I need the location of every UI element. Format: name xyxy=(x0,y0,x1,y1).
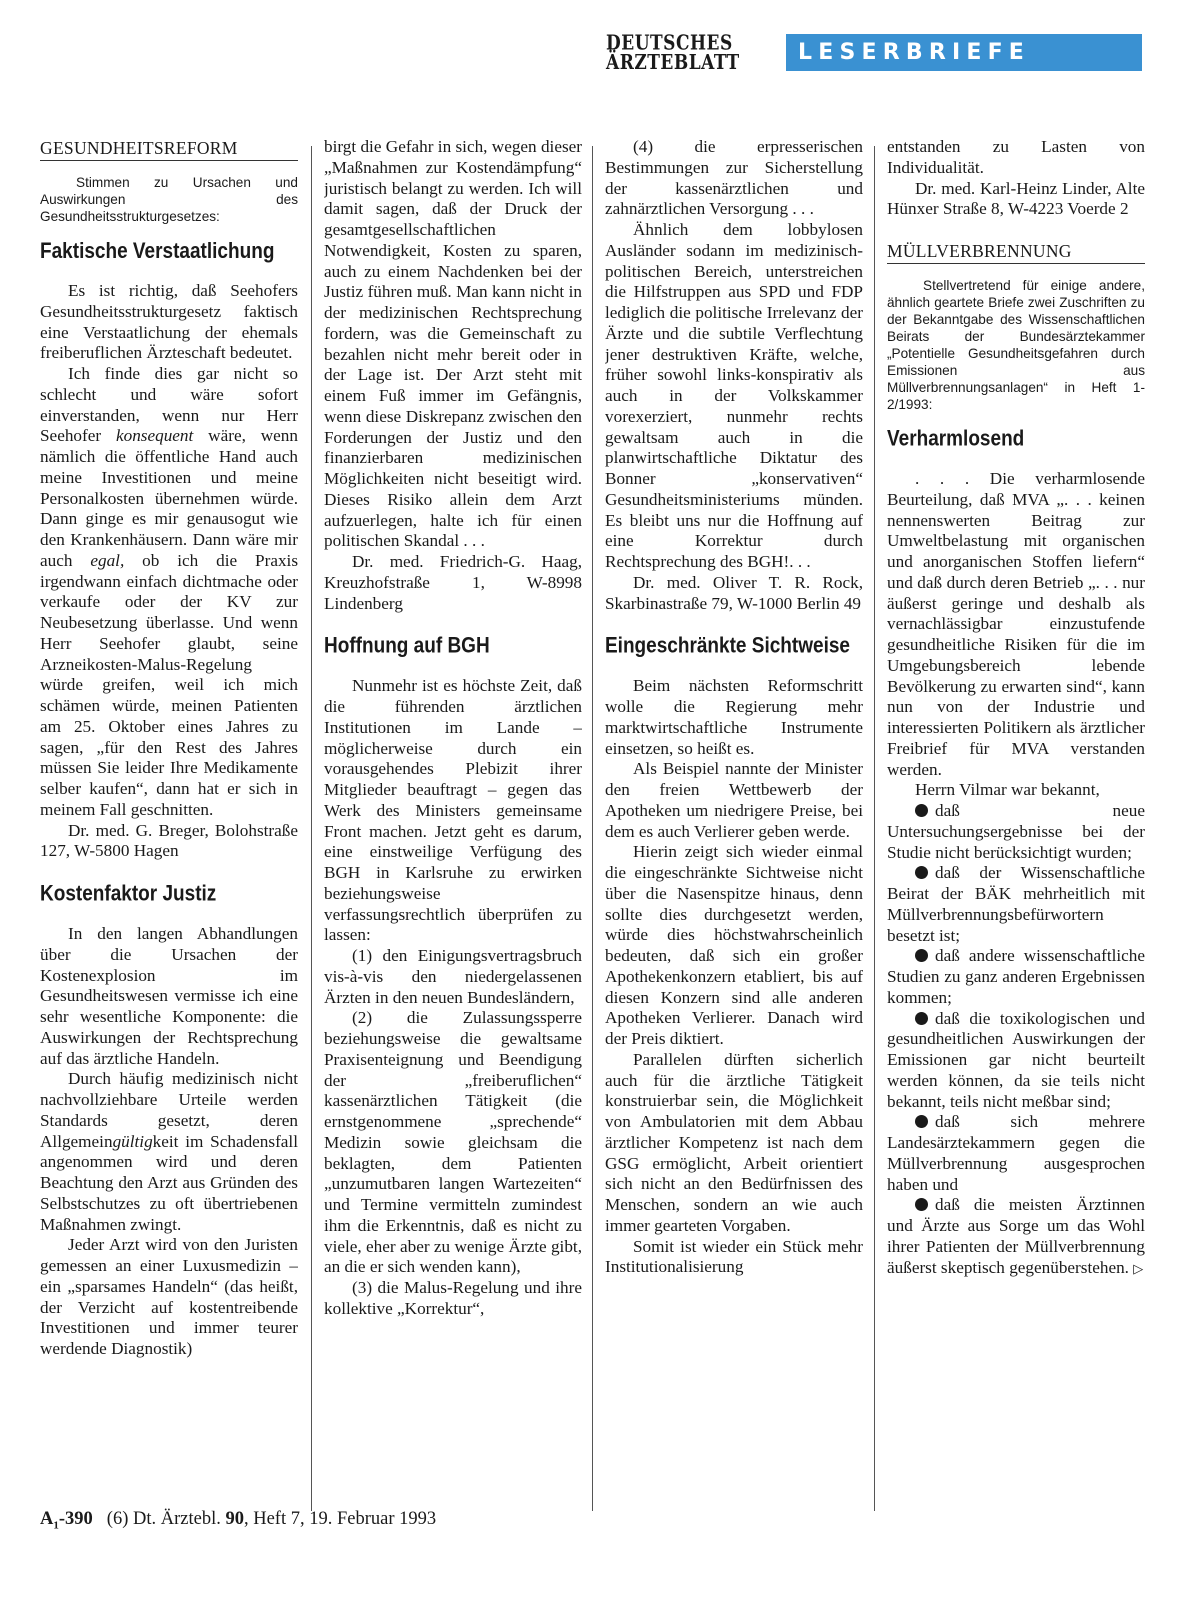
bullet-item: daß die toxikologischen und gesundheitlichen Auswirkungen der Emissionen gar nicht beurteilt werden können, da sie teils nicht bekannt, teils nicht meßbar sind; xyxy=(887,1008,1145,1111)
page-footer xyxy=(40,1509,436,1532)
section-intro: Stimmen zu Ursachen und Auswirkungen des Gesundheitsstrukturgesetzes: xyxy=(40,175,298,224)
letter-headline: Hoffnung auf BGH xyxy=(324,634,490,659)
letter-paragraph: Parallelen dürften sicherlich auch für die ärztliche Tätigkeit konstruierbar sein, die Möglichkeit von Ambulatorien mit dem Abbau ärztlicher Kompetenz ist nach dem GSG ermöglicht, Arbeit orientiert sich nicht an den Bedürfnissen des Menschen, sondern an wie auch immer gearteten Vorgaben. xyxy=(605,1049,863,1235)
letter-paragraph: birgt die Gefahr in sich, wegen dieser „Maßnahmen zur Kostendämpfung“ juristisch belangt zu werden. Ich will damit sagen, daß der Druck der gesamtgesellschaftlichen Notwendigkeit, Kosten zu sparen, auch zu einem Nachdenken bei der Justiz führen muß. Man kann nicht in der medizinischen Rechtsprechung fordern, was die Gemeinschaft zu bezahlen nicht mehr bereit oder in der Lage ist. Der Arzt steht mit einem Fuß immer im Gefängnis, wenn diese Diskrepanz zwischen den Forderungen der Justiz und den finanzierbaren medizinischen Möglichkeiten nicht beseitigt wird. Dieses Risiko allein dem Arzt aufzuerlegen, halte ich für einen politischen Skandal . . . xyxy=(324,137,582,551)
journal-masthead xyxy=(606,31,760,75)
letter-paragraph: . . . Die verharmlosende Beurteilung, daß MVA „. . . keinen nennenswerten Beitrag zur Umweltbelastung mit organischen und anorganischen Stoffen liefern“ und daß durch deren Betrieb „. . . nur äußerst geringe und deshalb als vernachlässigbar einzustufende gesundheitliche Risiken für die im Umgebungsbereich lebende Bevölkerung zu erwarten sind“, kann nun von der Industrie und interessierten Politikern als ärztlicher Freibrief für MVA verstanden werden. xyxy=(887,469,1145,779)
column-divider xyxy=(874,146,875,1511)
section-banner: LESERBRIEFE xyxy=(786,34,1142,71)
list-item: (1) den Einigungsvertragsbruch vis-à-vis den niedergelassenen Ärzten in den neuen Bundesländern, xyxy=(324,946,582,1007)
list-item: (2) die Zulassungssperre beziehungsweise die gewaltsame Praxisenteignung und Beendigung der „freiberuflichen“ kassenärztlichen Tätigkeit (die ernstgenommene „sprechende“ Medizin sowie gleichsam die beklagten, dem Patienten „unzumutbaren langen Wartezeiten“ und Termine vermitteln zumindest ihm die Erkenntnis, daß es nicht zu viele, eher aber zu wenige Ärzte gibt, an die er sich wenden kann), xyxy=(324,1008,582,1277)
letter-paragraph: Jeder Arzt wird von den Juristen gemessen an einer Luxusmedizin – ein „sparsames Handeln“ (das heißt, der Verzicht auf kostentreibende Investitionen und immer teurer werdende Diagnostik) xyxy=(40,1235,298,1358)
letter-signature: Dr. med. Karl-Heinz Linder, Alte Hünxer Straße 8, W-4223 Voerde 2 xyxy=(887,178,1145,219)
letter-headline: Eingeschränkte Sichtweise xyxy=(605,634,850,659)
section-title-gesundheitsreform: GESUNDHEITSREFORM xyxy=(40,137,298,161)
column-divider xyxy=(311,146,312,1511)
continue-arrow-icon: ▷ xyxy=(1133,1260,1144,1276)
letter-signature: Dr. med. Friedrich-G. Haag, Kreuzhofstraße 1, W-8998 Lindenberg xyxy=(324,552,582,613)
letter-paragraph: Es ist richtig, daß Seehofers Gesundheitsstrukturgesetz faktisch eine Verstaatlichung der ehemals freiberuflichen Ärzteschaft bedeutet. xyxy=(40,281,298,363)
bullet-dot-icon xyxy=(915,1115,928,1128)
page-number: $A_1-390$ xyxy=(40,1509,93,1532)
letter-headline: Kostenfaktor Justiz xyxy=(40,882,217,907)
bullet-dot-icon xyxy=(915,804,928,817)
bullet-dot-icon xyxy=(915,1012,928,1025)
citation: (6) Dt. Ärztebl. 90, Heft 7, 19. Februar 1993 xyxy=(106,1509,437,1529)
bullet-item: daß der Wissenschaftliche Beirat der BÄK mehrheitlich mit Müllverbrennungsbefürwortern besetzt ist; xyxy=(887,863,1145,945)
letter-paragraph: Hierin zeigt sich wieder einmal die eingeschränkte Sichtweise nicht über die Nasenspitze hinaus, denn sollte dies durchgesetzt werden, würde dies höchstwahrscheinlich bedeuten, daß sich ein großer Apothekenkonzern etabliert, bis auf diesen Konzern sind alle anderen Apotheken Verlierer. Danach wird der Preis diktiert. xyxy=(605,842,863,1048)
letter-paragraph: Herrn Vilmar war bekannt, xyxy=(915,780,1100,800)
bullet-item: daß die meisten Ärztinnen und Ärzte aus Sorge um das Wohl ihrer Patienten der Müllverbrennung äußerst skeptisch gegenüberstehen. ▷ xyxy=(887,1195,1145,1277)
letter-signature: Dr. med. G. Breger, Bolohstraße 127, W-5800 Hagen xyxy=(40,820,298,861)
list-item: (3) die Malus-Regelung und ihre kollektive „Korrektur“, xyxy=(324,1278,582,1318)
bullet-item: daß sich mehrere Landesärztekammern gegen die Müllverbrennung ausgesprochen haben und xyxy=(887,1112,1145,1194)
letter-paragraph: Beim nächsten Reformschritt wolle die Regierung mehr marktwirtschaftliche Instrumente einsetzen, so heißt es. xyxy=(605,676,863,758)
journal-name-line1: DEUTSCHES xyxy=(606,31,733,56)
bullet-item: daß neue Untersuchungsergebnisse bei der Studie nicht berücksichtigt wurden; xyxy=(887,801,1145,862)
column-3 xyxy=(605,137,863,1527)
column-divider xyxy=(592,146,593,1511)
letter-paragraph: Als Beispiel nannte der Minister den freien Wettbewerb der Apotheken um niedrigere Preise, bei dem es auch Verlierer geben werde. xyxy=(605,759,863,841)
letter-paragraph: Somit ist wieder ein Stück mehr Institutionalisierung xyxy=(605,1236,863,1277)
bullet-dot-icon xyxy=(915,949,928,962)
letter-paragraph: entstanden zu Lasten von Individualität. xyxy=(887,137,1145,177)
section-intro: Stellvertretend für einige andere, ähnlich geartete Briefe zwei Zuschriften zu der Bekanntgabe des Wissenschaftlichen Beirats der Bundesärztekammer „Potentielle Gesundheitsgefahren durch Emissionen aus Müllverbrennungsanlagen“ in Heft 1-2/1993: xyxy=(887,278,1145,412)
list-item: (4) die erpresserischen Bestimmungen zur Sicherstellung der kassenärztlichen und zahnärztlichen Versorgung . . . xyxy=(605,137,863,219)
column-4 xyxy=(887,137,1145,1527)
letter-signature: Dr. med. Oliver T. R. Rock, Skarbinastraße 79, W-1000 Berlin 49 xyxy=(605,572,863,613)
letter-headline: Faktische Verstaatlichung xyxy=(40,239,275,264)
letter-paragraph: Ich finde dies gar nicht so schlecht und wäre sofort einverstanden, wenn nur Herr Seehofer konsequent wäre, wenn nämlich die öffentliche Hand auch meine Investitionen und meine Personalkosten übernehmen würde. Dann ginge es mir genausogut wie den Krankenhäusern. Dann wäre mir auch egal, ob ich die Praxis irgendwann einfach dichtmache oder verkaufe oder der KV zur Neubesetzung überlasse. Und wenn Herr Seehofer glaubt, seine Arzneikosten-Malus-Regelung würde greifen, weil ich mich schämen würde, meinen Patienten am 25. Oktober eines Jahres zu sagen, „für den Rest des Jahres müssen Sie leider Ihre Medikamente selber kaufen“, dann hat er sich in meinem Fall geschnitten. xyxy=(40,364,298,819)
letter-headline: Verharmlosend xyxy=(887,427,1025,452)
bullet-item: daß andere wissenschaftliche Studien zu ganz anderen Ergebnissen kommen; xyxy=(887,946,1145,1007)
letter-paragraph: Durch häufig medizinisch nicht nachvollziehbare Urteile werden Standards gesetzt, deren Allgemeingültigkeit im Schadensfall angenommen wird und deren Beachtung den Arzt aus Gründen des Selbstschutzes zu oft übertriebenen Maßnahmen zwingt. xyxy=(40,1069,298,1234)
letter-paragraph: In den langen Abhandlungen über die Ursachen der Kostenexplosion im Gesundheitswesen vermisse ich eine sehr wesentliche Komponente: die Auswirkungen der Rechtsprechung auf das ärztliche Handeln. xyxy=(40,924,298,1068)
journal-name-line2: ÄRZTEBLATT xyxy=(606,50,740,75)
section-title-muellverbrennung: MÜLLVERBRENNUNG xyxy=(887,240,1145,264)
letter-paragraph: Ähnlich dem lobbylosen Ausländer sodann im medizinisch-politischen Bereich, unterstreichen die Hilfstruppen aus SPD und FDP lediglich die politische Irrelevanz der Ärzte und die subtile Verflechtung jener destruktiven Kräfte, welche, früher sowohl links-konspirativ als auch in der Volkskammer vorexerziert, nunmehr rechts gewaltsam auch in die planwirtschaftliche Diktatur des Bonner „konservativen“ Gesundheitsministeriums münden. Es bleibt uns nur die Hoffnung auf eine Korrektur durch Rechtsprechung des BGH!. . . xyxy=(605,220,863,571)
column-1 xyxy=(40,137,298,1532)
column-2 xyxy=(324,137,582,1527)
bullet-dot-icon xyxy=(915,1198,928,1211)
bullet-dot-icon xyxy=(915,866,928,879)
letter-paragraph: Nunmehr ist es höchste Zeit, daß die führenden ärztlichen Institutionen im Lande – möglicherweise durch ein vorausgehendes Plebizit ihrer Mitglieder beauftragt – gegen das Werk des Ministers gemeinsame Front machen. Jetzt geht es darum, eine einstweilige Verfügung des BGH in Karlsruhe zu erwirken beziehungsweise verfassungsrechtlich überprüfen zu lassen: xyxy=(324,676,582,945)
